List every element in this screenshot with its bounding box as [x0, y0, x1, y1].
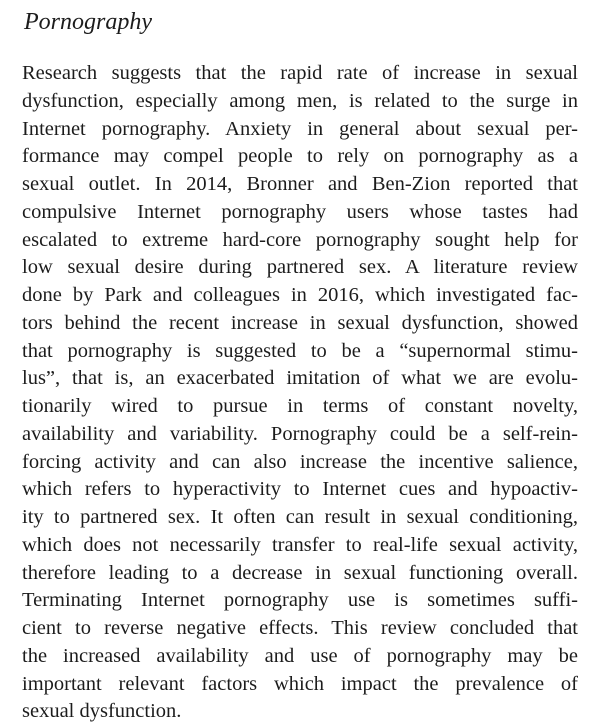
paragraph-line: ity to partnered sex. It often can result in sexual conditioning,: [22, 506, 578, 528]
paragraph-line: cient to reverse negative effects. This review concluded that: [22, 617, 578, 639]
paragraph-line: forcing activity and can also increase the incentive salience,: [22, 450, 578, 473]
paragraph-line: Research suggests that the rapid rate of increase in sexual: [22, 62, 578, 84]
body-paragraph: [22, 60, 578, 726]
paragraph-line: sexual dysfunction.: [22, 700, 182, 723]
paragraph-line: the increased availability and use of pornography may be: [22, 644, 578, 667]
paragraph-line: important relevant factors which impact the prevalence of: [22, 672, 578, 695]
paragraph-line: which refers to hyperactivity to Internet cues and hypoactiv-: [22, 478, 578, 501]
paragraph-line: tionarily wired to pursue in terms of constant novelty,: [22, 395, 578, 417]
paragraph-line: Internet pornography. Anxiety in general about sexual per-: [22, 117, 578, 140]
paragraph-line: Terminating Internet pornography use is sometimes suffi-: [22, 589, 578, 612]
paragraph-line: compulsive Internet pornography users whose tastes had: [22, 200, 578, 223]
paragraph-line: dysfunction, especially among men, is related to the surge in: [22, 89, 578, 112]
section-heading: Pornography: [24, 9, 152, 35]
paragraph-line: which does not necessarily transfer to real-life sexual activity,: [22, 533, 578, 556]
paragraph-line: done by Park and colleagues in 2016, which investigated fac-: [22, 284, 578, 306]
paragraph-line: sexual outlet. In 2014, Bronner and Ben-Zion reported that: [22, 173, 578, 195]
paragraph-line: lus”, that is, an exacerbated imitation of what we are evolu-: [22, 367, 578, 390]
paragraph-line: therefore leading to a decrease in sexual functioning overall.: [22, 561, 578, 584]
paragraph-line: escalated to extreme hard-core pornography sought help for: [22, 228, 578, 251]
paragraph-line: availability and variability. Pornography could be a self-rein-: [22, 422, 578, 445]
paragraph-line: tors behind the recent increase in sexual dysfunction, showed: [22, 311, 578, 334]
paragraph-line: formance may compel people to rely on pornography as a: [22, 145, 578, 168]
paragraph-line: that pornography is suggested to be a “supernormal stimu-: [22, 339, 578, 362]
paragraph-line: low sexual desire during partnered sex. A literature review: [22, 256, 578, 279]
